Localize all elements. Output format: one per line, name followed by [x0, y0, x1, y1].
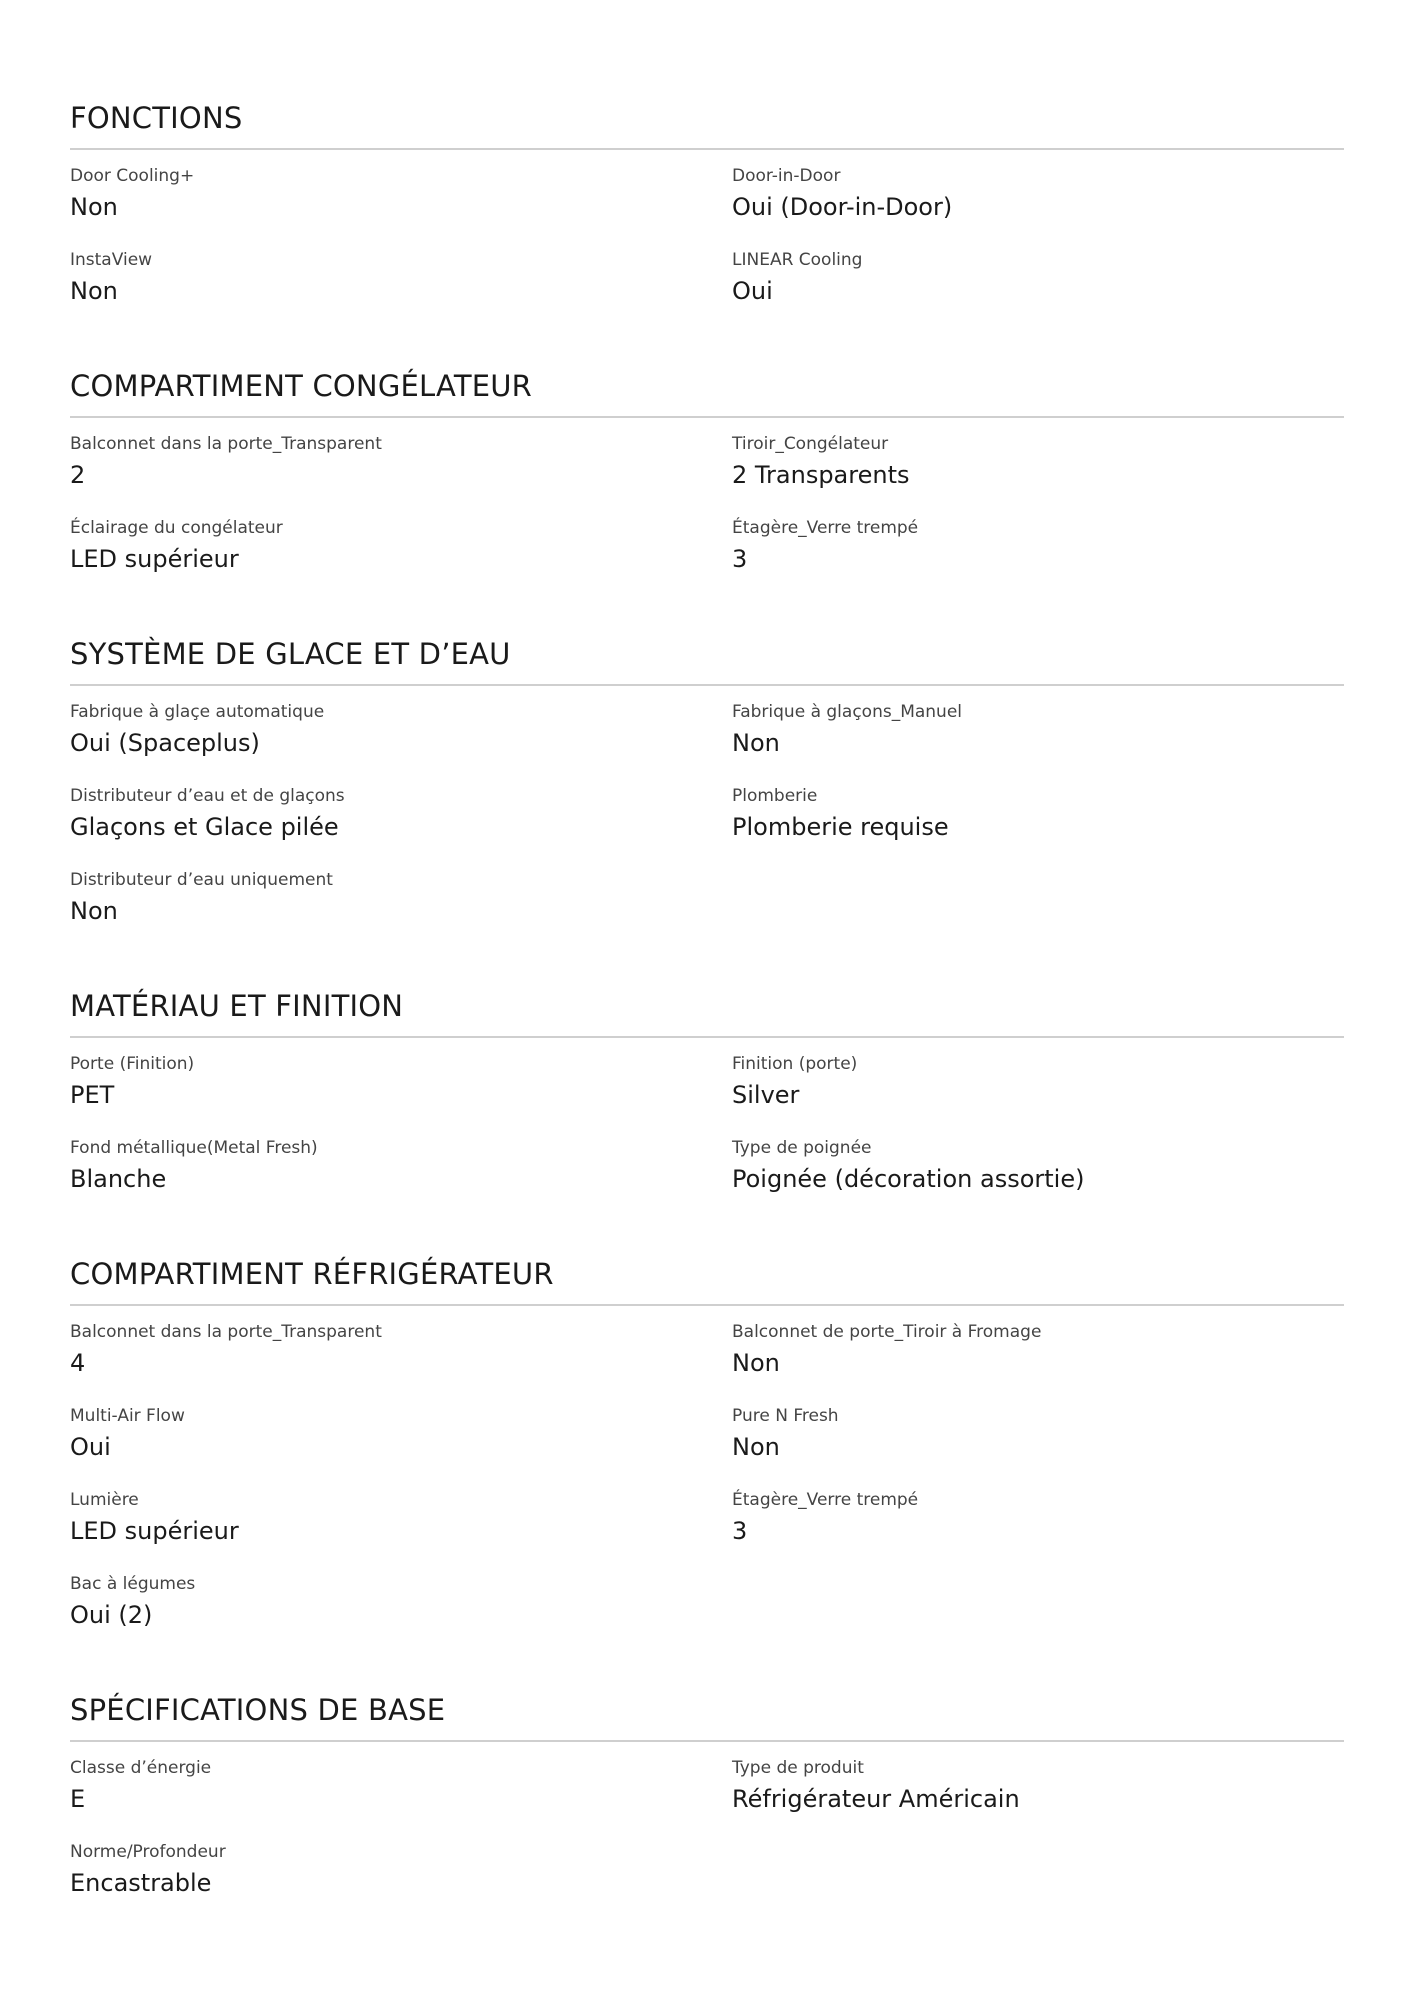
spec-label: Porte (Finition) [70, 1054, 195, 1074]
spec-item [70, 700, 732, 784]
spec-item [70, 248, 732, 332]
spec-item [732, 1320, 1344, 1404]
section-divider [70, 416, 1344, 418]
spec-item [732, 1136, 1344, 1220]
spec-item [732, 1756, 1344, 1840]
spec-value: Oui (Door-in-Door) [732, 193, 953, 221]
spec-item [732, 700, 1344, 784]
spec-section [70, 98, 1344, 332]
spec-label: InstaView [70, 250, 153, 270]
spec-value: Oui [732, 277, 773, 305]
spec-value: Réfrigérateur Américain [732, 1785, 1020, 1813]
spec-label: Distributeur d’eau uniquement [70, 870, 333, 890]
spec-section [70, 366, 1344, 600]
spec-grid [70, 164, 1344, 332]
spec-value: 3 [732, 545, 748, 573]
section-title: COMPARTIMENT CONGÉLATEUR [70, 369, 533, 403]
spec-label: LINEAR Cooling [732, 250, 863, 270]
spec-label: Balconnet dans la porte_Transparent [70, 1322, 382, 1342]
spec-value: Non [70, 897, 118, 925]
spec-value: Glaçons et Glace pilée [70, 813, 339, 841]
section-divider [70, 148, 1344, 150]
spec-label: Fabrique à glaçe automatique [70, 702, 325, 722]
spec-value: Silver [732, 1081, 800, 1109]
section-title: FONCTIONS [70, 101, 243, 135]
section-divider [70, 1740, 1344, 1742]
spec-label: Finition (porte) [732, 1054, 858, 1074]
spec-grid [70, 1052, 1344, 1220]
spec-label: Norme/Profondeur [70, 1842, 226, 1862]
spec-value: Blanche [70, 1165, 167, 1193]
spec-grid [70, 700, 1344, 952]
spec-item [70, 784, 732, 868]
spec-item [70, 1136, 732, 1220]
spec-label: Balconnet dans la porte_Transparent [70, 434, 382, 454]
spec-item [70, 1320, 732, 1404]
spec-item [70, 1756, 732, 1840]
spec-value: Oui [70, 1433, 111, 1461]
spec-label: Multi-Air Flow [70, 1406, 185, 1426]
spec-item [70, 164, 732, 248]
spec-label: Éclairage du congélateur [70, 518, 283, 538]
spec-value: 2 [70, 461, 86, 489]
spec-label: Balconnet de porte_Tiroir à Fromage [732, 1322, 1042, 1342]
spec-value: Poignée (décoration assortie) [732, 1165, 1085, 1193]
section-title: COMPARTIMENT RÉFRIGÉRATEUR [70, 1257, 554, 1291]
spec-label: Tiroir_Congélateur [732, 434, 889, 454]
spec-value: Non [732, 729, 780, 757]
spec-item [70, 1840, 732, 1924]
spec-label: Type de poignée [732, 1138, 872, 1158]
section-title: MATÉRIAU ET FINITION [70, 989, 404, 1023]
spec-value: 3 [732, 1517, 748, 1545]
spec-item [70, 1488, 732, 1572]
spec-section [70, 986, 1344, 1220]
spec-label: Door Cooling+ [70, 166, 195, 186]
spec-value: 2 Transparents [732, 461, 910, 489]
spec-label: Door-in-Door [732, 166, 841, 186]
spec-item [732, 516, 1344, 600]
spec-value: PET [70, 1081, 115, 1109]
section-title: SPÉCIFICATIONS DE BASE [70, 1693, 446, 1727]
spec-value: Non [732, 1349, 780, 1377]
spec-label: Type de produit [732, 1758, 864, 1778]
spec-section [70, 1254, 1344, 1656]
spec-value: Plomberie requise [732, 813, 949, 841]
spec-label: Étagère_Verre trempé [732, 518, 919, 538]
spec-item [732, 248, 1344, 332]
spec-value: Oui (2) [70, 1601, 153, 1629]
spec-label: Distributeur d’eau et de glaçons [70, 786, 345, 806]
spec-label: Étagère_Verre trempé [732, 1490, 919, 1510]
spec-value: Non [70, 277, 118, 305]
spec-label: Plomberie [732, 786, 818, 806]
section-title: SYSTÈME DE GLACE ET D’EAU [70, 637, 511, 671]
spec-item [732, 1404, 1344, 1488]
spec-item [732, 1488, 1344, 1572]
spec-item [732, 1052, 1344, 1136]
spec-label: Classe d’énergie [70, 1758, 212, 1778]
spec-item [70, 868, 732, 952]
spec-value: E [70, 1785, 86, 1813]
section-divider [70, 1304, 1344, 1306]
spec-section [70, 634, 1344, 952]
spec-value: LED supérieur [70, 545, 239, 573]
spec-item [70, 516, 732, 600]
spec-value: Non [70, 193, 118, 221]
spec-label: Fabrique à glaçons_Manuel [732, 702, 963, 722]
spec-item [732, 432, 1344, 516]
spec-section [70, 1690, 1344, 1924]
spec-grid [70, 432, 1344, 600]
spec-value: 4 [70, 1349, 86, 1377]
spec-value: LED supérieur [70, 1517, 239, 1545]
spec-label: Fond métallique(Metal Fresh) [70, 1138, 318, 1158]
spec-label: Bac à légumes [70, 1574, 196, 1594]
section-divider [70, 684, 1344, 686]
spec-value: Encastrable [70, 1869, 212, 1897]
spec-item [70, 1572, 732, 1656]
spec-item [70, 1052, 732, 1136]
spec-item [70, 432, 732, 516]
section-divider [70, 1036, 1344, 1038]
spec-item [70, 1404, 732, 1488]
spec-grid [70, 1320, 1344, 1656]
spec-value: Oui (Spaceplus) [70, 729, 260, 757]
spec-label: Lumière [70, 1490, 139, 1510]
spec-label: Pure N Fresh [732, 1406, 839, 1426]
spec-grid [70, 1756, 1344, 1924]
spec-item [732, 784, 1344, 868]
spec-item [732, 164, 1344, 248]
spec-value: Non [732, 1433, 780, 1461]
